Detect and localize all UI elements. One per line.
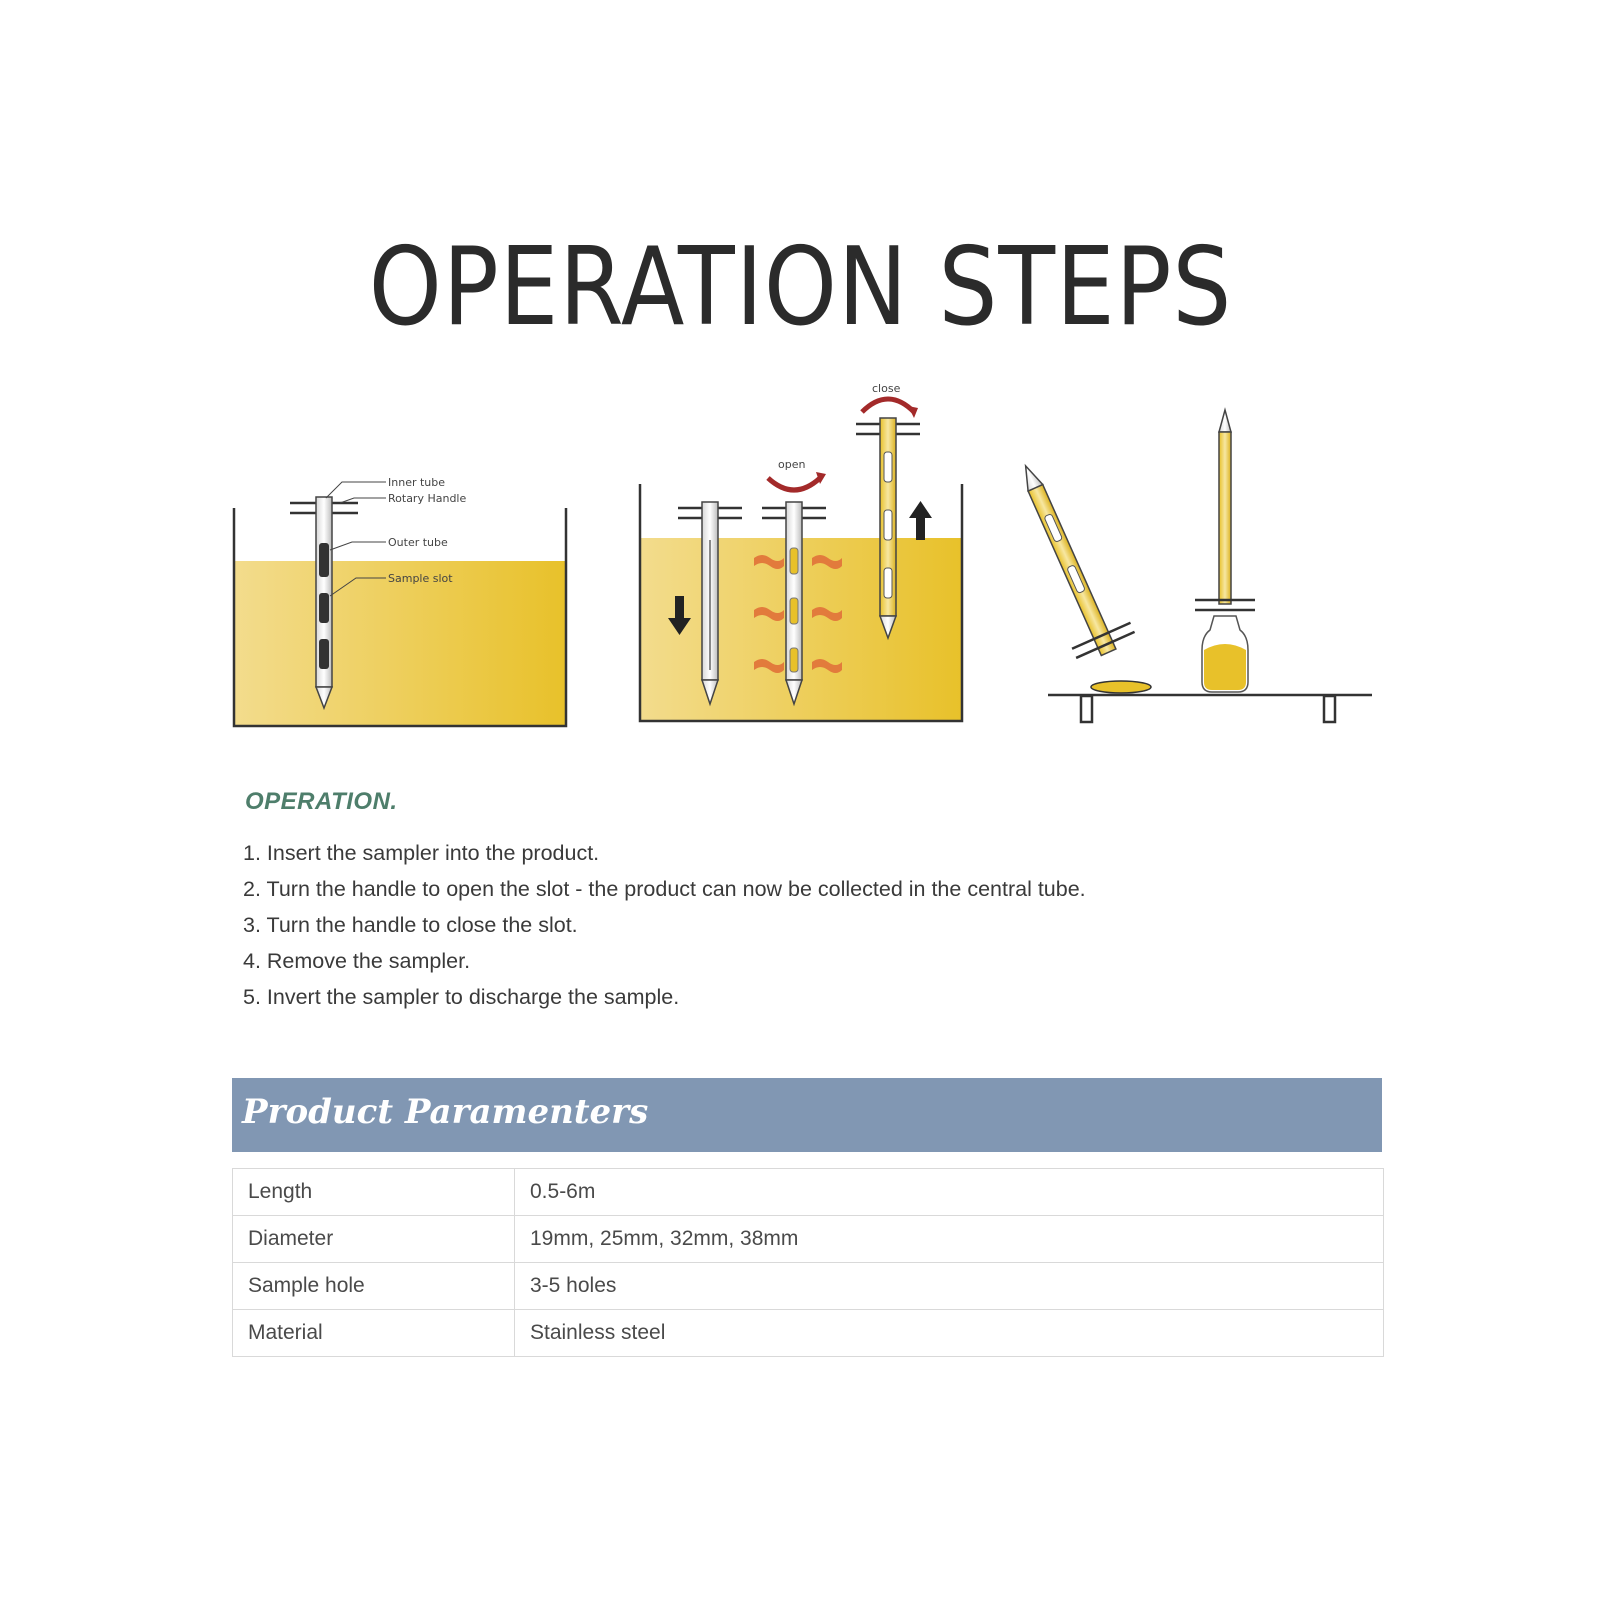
operation-diagram [0, 360, 1601, 740]
label-sample-slot: Sample slot [388, 572, 453, 585]
page-title: OPERATION STEPS [368, 225, 1233, 350]
param-key: Diameter [233, 1216, 515, 1263]
step-item: 5. Invert the sampler to discharge the sample. [243, 985, 680, 1009]
arrow-up-icon [909, 501, 932, 540]
parameters-table [232, 1168, 1384, 1357]
step-item: 1. Insert the sampler into the product. [243, 841, 600, 865]
sample-dish [1091, 681, 1151, 693]
step-item: 2. Turn the handle to open the slot - the product can now be collected in the central tube. [243, 877, 1086, 901]
sampler-tube-tilted [996, 453, 1137, 665]
table-row [233, 1216, 1384, 1263]
step-item: 4. Remove the sampler. [243, 949, 471, 973]
rotate-open-arrow-icon [768, 478, 820, 490]
label-open: open [778, 458, 806, 471]
parameters-title: Product Paramenters [242, 1092, 649, 1132]
parameters-header [232, 1078, 1382, 1152]
label-rotary-handle: Rotary Handle [388, 492, 467, 505]
param-value: Stainless steel [515, 1310, 1384, 1357]
param-value: 0.5-6m [515, 1169, 1384, 1216]
param-key: Material [233, 1310, 515, 1357]
table-row [233, 1263, 1384, 1310]
liquid-container-1 [234, 561, 566, 726]
operation-heading: OPERATION. [245, 788, 398, 815]
table-leg-right [1324, 696, 1335, 722]
step-item: 3. Turn the handle to close the slot. [243, 913, 578, 937]
label-outer-tube: Outer tube [388, 536, 448, 549]
panel-1-sampler-parts [234, 476, 566, 726]
sampler-tube-vertical [1195, 410, 1255, 610]
panel-2-sampling [640, 382, 962, 721]
param-key: Sample hole [233, 1263, 515, 1310]
sample-bottle [1202, 616, 1248, 692]
table-leg-left [1081, 696, 1092, 722]
label-close: close [872, 382, 901, 395]
param-value: 3-5 holes [515, 1263, 1384, 1310]
rotate-close-arrow-icon [862, 399, 914, 412]
param-value: 19mm, 25mm, 32mm, 38mm [515, 1216, 1384, 1263]
operation-steps-list [243, 835, 1086, 1015]
param-key: Length [233, 1169, 515, 1216]
table-row [233, 1169, 1384, 1216]
label-inner-tube: Inner tube [388, 476, 446, 489]
table-row [233, 1310, 1384, 1357]
panel-3-discharge [996, 410, 1372, 722]
